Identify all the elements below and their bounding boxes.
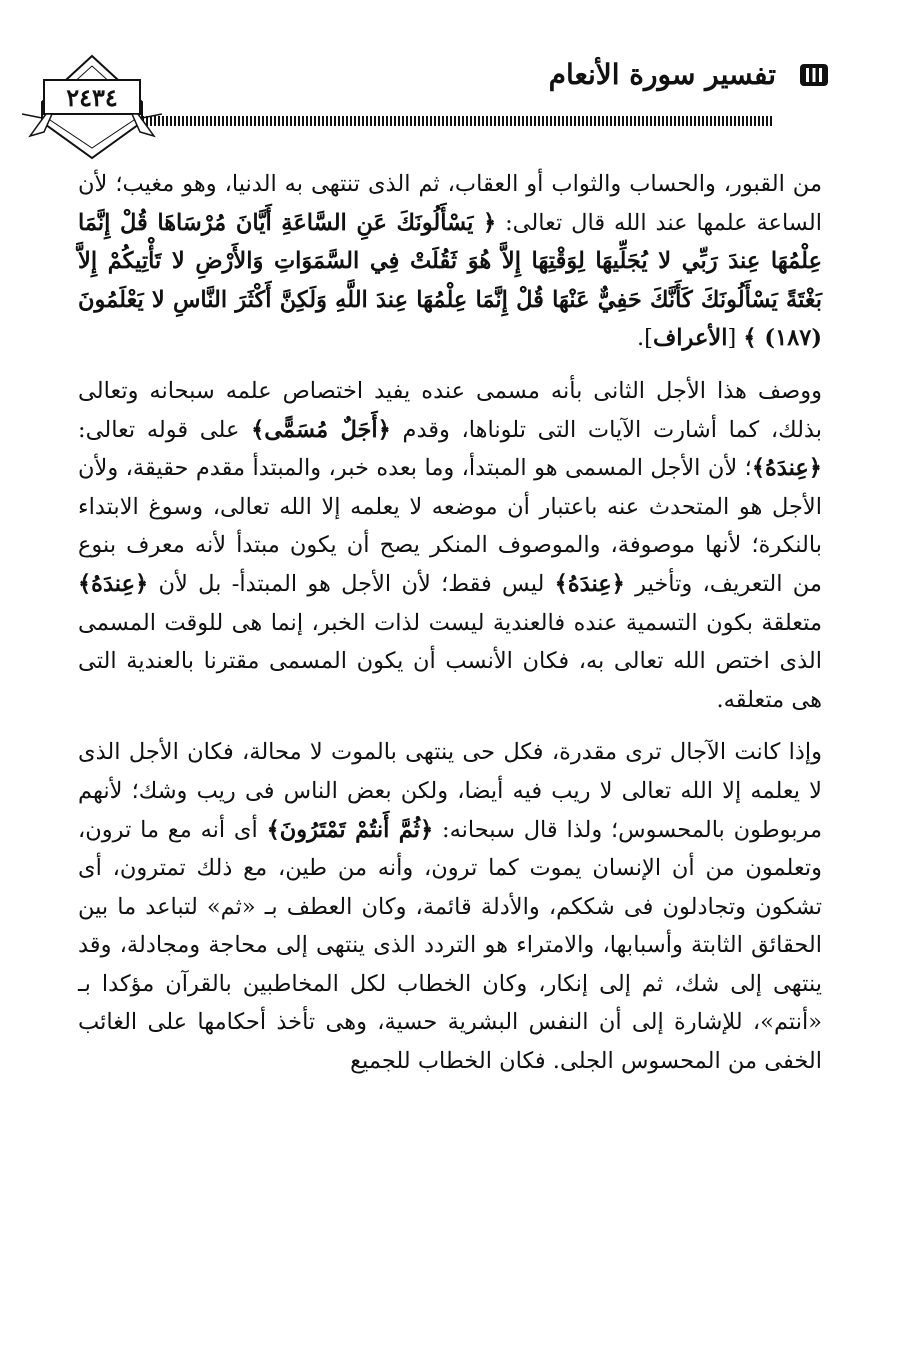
body-text: متعلقة بكون التسمية عنده فالعندية ليست لذات الخبر، إنما هى للوقت المسمى الذى اختص الله تعالى به، فكان الأنسب أن يكون المسمى مقترنا بالعندية التى هى متعلقه. xyxy=(78,609,822,713)
page-number: ٢٤٣٤ xyxy=(66,83,118,112)
body-text: على قوله تعالى: xyxy=(78,416,252,443)
page-title: تفسير سورة الأنعام xyxy=(548,58,776,91)
quran-verse: ﴿ يَسْأَلُونَكَ عَنِ السَّاعَةِ أَيَّانَ مُرْسَاهَا قُلْ إِنَّمَا عِلْمُهَا عِندَ رَبِّي لا يُجَلِّيهَا لِوَقْتِهَا إِلاَّ هُوَ ثَقُلَتْ فِي السَّمَوَاتِ وَالأَرْضِ لا تَأْتِيكُمْ إِلاَّ بَغْتَةً يَسْأَلُونَكَ كَأَنَّكَ حَفِيٌّ عَنْهَا قُلْ إِنَّمَا عِلْمُهَا عِندَ اللَّهِ وَلَكِنَّ أَكْثَرَ النَّاسِ لا يَعْلَمُونَ (١٨٧) ﴾ xyxy=(78,209,822,352)
body-text: ]. xyxy=(637,325,653,352)
quran-phrase: ﴿عِندَهُ﴾ xyxy=(554,570,625,597)
body-text: أى أنه مع ما ترون، وتعلمون من أن الإنسان يموت كما ترون، وأنه من طين، مع ذلك تمترون، أى تشكون وتجادلون فى شككم، والأدلة قائمة، وكان العطف بـ «ثم» لتباعد ما بين الحقائق الثابتة وأسبابها، والامتراء هو التردد الذى ينتهى إلى محاجة ومجادلة، وقد ينتهى إلى شك، ثم إلى إنكار، وكان الخطاب لكل المخاطبين بالقرآن مؤكدا بـ «أنتم»، للإشارة إلى أن النفس البشرية حسية، وهى تأخذ أحكامها على الغائب الخفى من المحسوس الجلى. فكان الخطاب للجميع xyxy=(78,816,822,1075)
paragraph xyxy=(78,733,822,1080)
paragraph xyxy=(78,165,822,358)
body-text: ووصف هذا الأجل الثانى بأنه مسمى عنده يفيد اختصاص علمه سبحانه وتعالى بذلك، كما أشارت الآيات التى تلوناها، وقدم xyxy=(78,377,822,443)
page-body xyxy=(78,165,822,1081)
quran-phrase: ﴿أَجَلٌ مُسَمًّى﴾ xyxy=(251,416,391,443)
quran-phrase: ﴿عِندَهُ﴾ xyxy=(78,570,149,597)
body-text: ؛ لأن الأجل المسمى هو المبتدأ، وما بعده خبر، والمبتدأ مقدم حقيقة، ولأن الأجل هو المتحدث عنه باعتبار أن موضعه لا يعلمه إلا الله تعالى، وسوغ الابتداء بالنكرة؛ لأنها موصوفة، والموصوف المنكر يصح أن يكون مبتدأ لأنه معرف بنوع من التعريف، وتأخير xyxy=(78,455,822,597)
header-ornament-icon xyxy=(797,60,831,90)
surah-name: الأعراف xyxy=(652,325,728,352)
quran-phrase: ﴿عِندَهُ﴾ xyxy=(751,455,822,482)
body-text: [ xyxy=(727,325,744,352)
quran-phrase: ﴿ثُمَّ أَنتُمْ تَمْتَرُونَ﴾ xyxy=(266,816,434,843)
body-text: وإذا كانت الآجال ترى مقدرة، فكل حى ينتهى بالموت لا محالة، فكان الأجل الذى لا يعلمه إلا الله تعالى لا ريب فيه أيضا، ولكن بعض الناس فى ريب وشك؛ لأنهم مربوطون بالمحسوس؛ ولذا قال سبحانه: xyxy=(78,739,822,843)
body-text: ليس فقط؛ لأن الأجل هو المبتدأ- بل لأن xyxy=(148,570,555,597)
paragraph xyxy=(78,372,822,719)
page-header xyxy=(0,0,921,160)
header-rule xyxy=(62,116,773,126)
body-text: من القبور، والحساب والثواب أو العقاب، ثم الذى تنتهى به الدنيا، وهو مغيب؛ لأن الساعة علمها عند الله قال تعالى: xyxy=(78,171,822,236)
